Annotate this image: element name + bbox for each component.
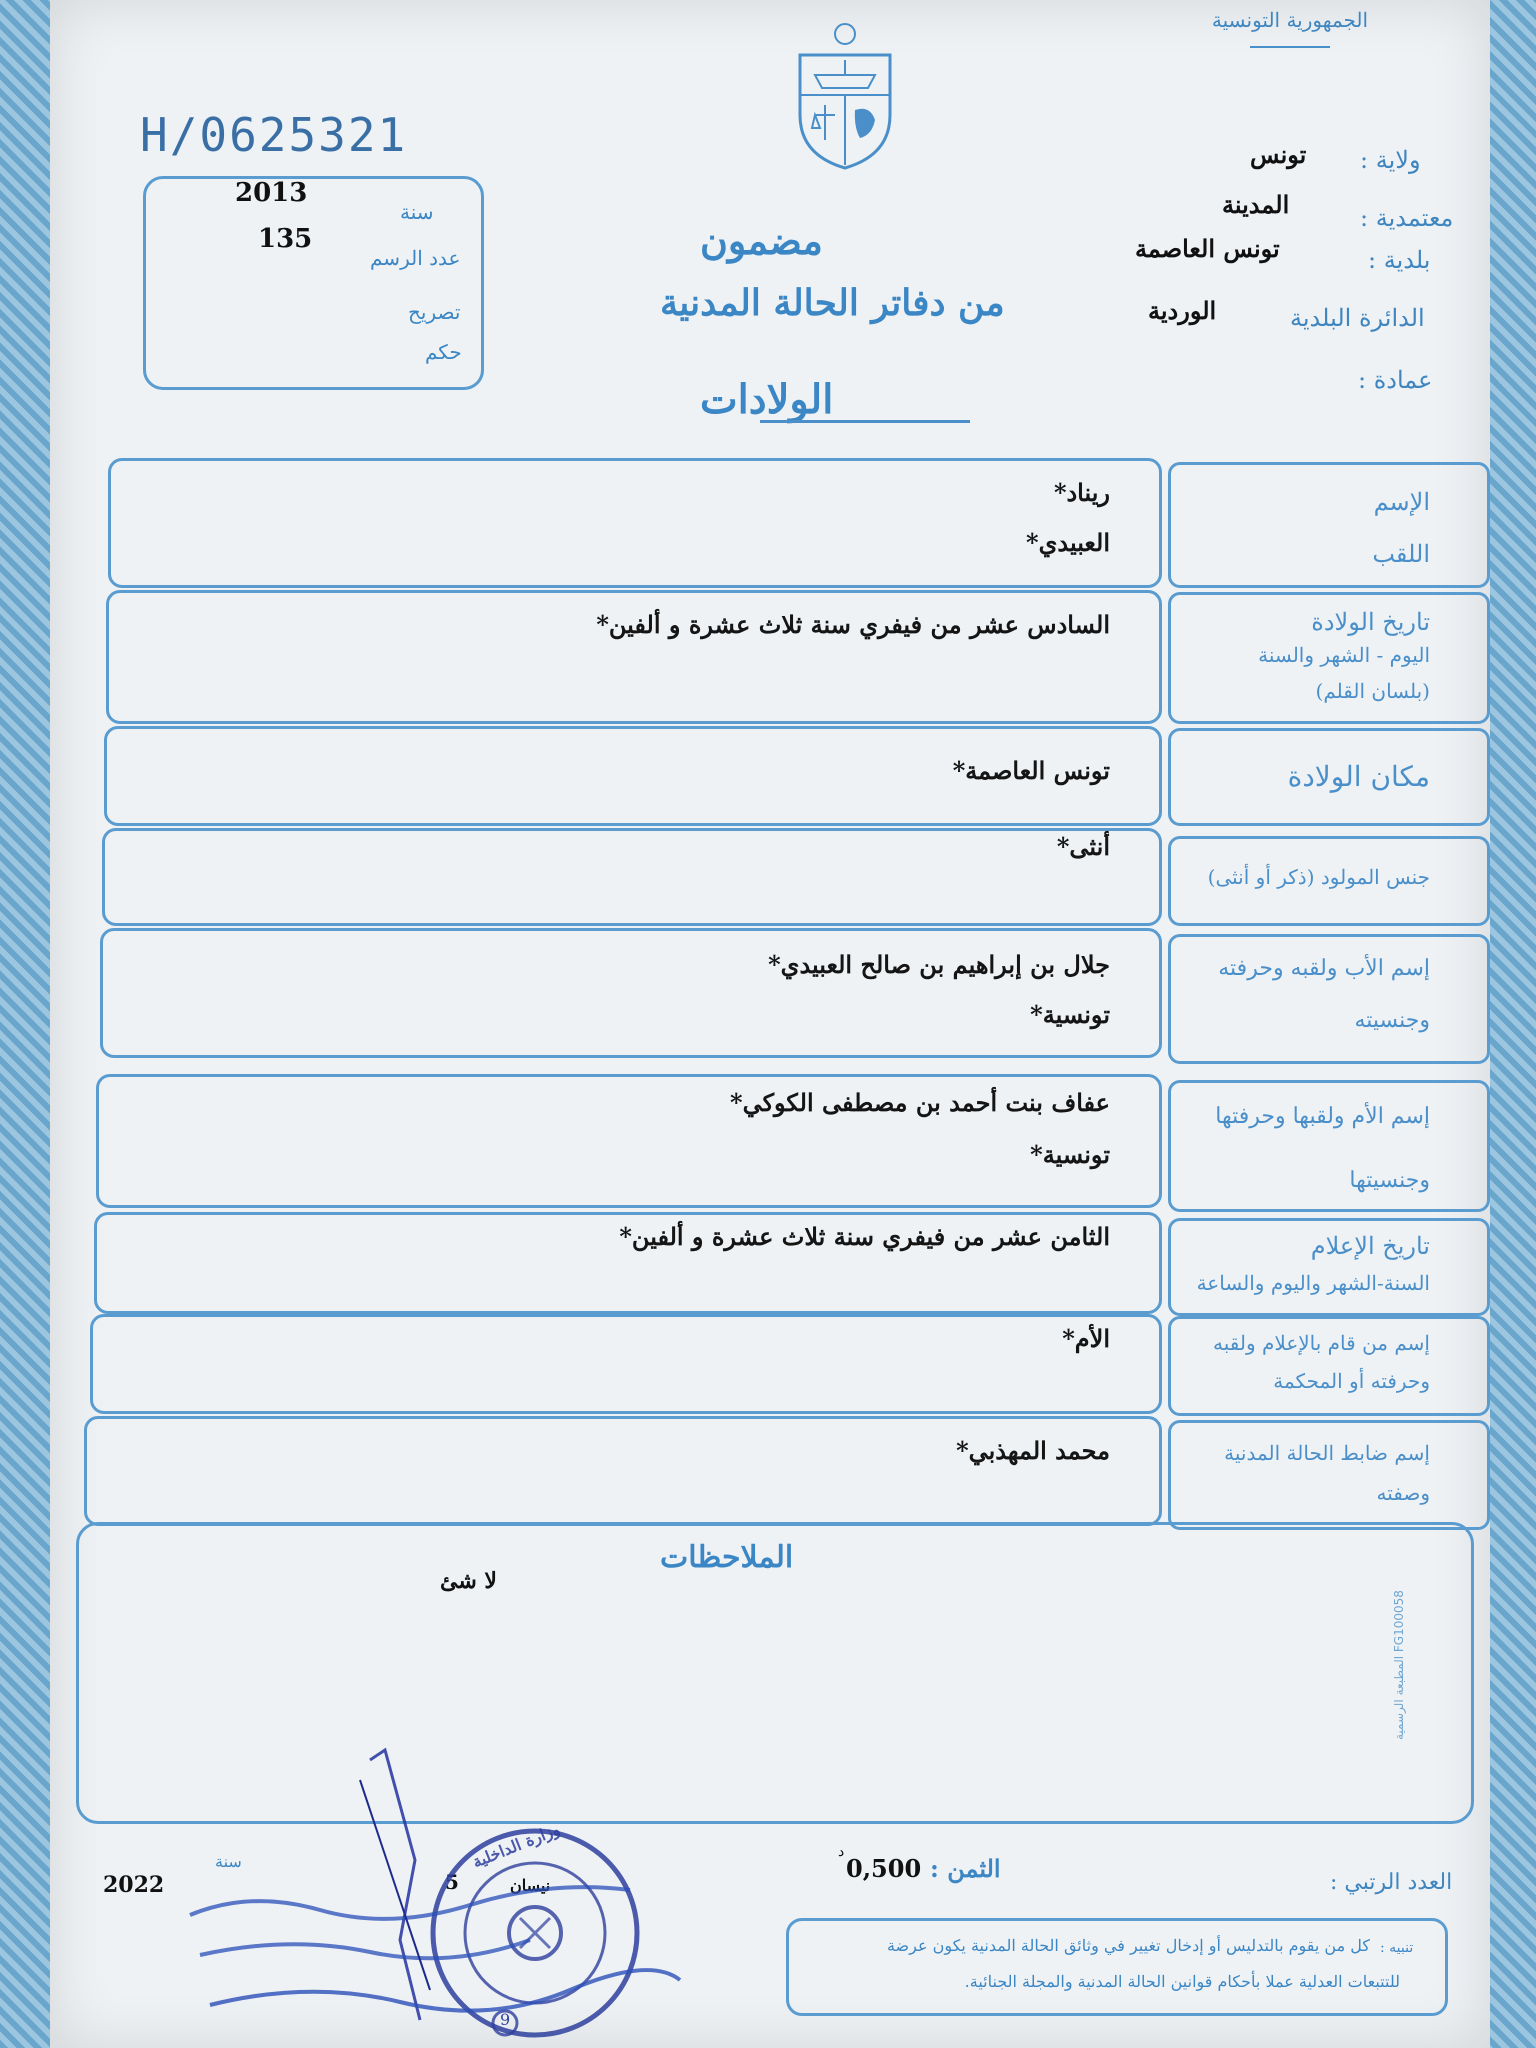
section-title-births: الولادات — [700, 376, 834, 423]
father-nationality-value: تونسية* — [1030, 1000, 1110, 1029]
birth-date-label: تاريخ الولادة — [1311, 608, 1430, 636]
year-label: سنة — [215, 1852, 242, 1871]
father-label: إسم الأب ولقبه وحرفته — [1218, 956, 1430, 981]
stamp-number: 9 — [500, 2010, 511, 2029]
price-unit: د — [838, 1844, 845, 1860]
declarant-sublabel: وحرفته أو المحكمة — [1273, 1369, 1430, 1393]
sex-label: جنس المولود (ذكر أو أنثى) — [1207, 865, 1430, 889]
birth-date-sublabel: اليوم - الشهر والسنة — [1258, 643, 1430, 667]
first-name-value: ريناد* — [1053, 478, 1110, 507]
governorate-label: ولاية : — [1360, 146, 1421, 174]
warning-box — [786, 1918, 1448, 2016]
price-label: الثمن : — [930, 1854, 1001, 1883]
father-value: جلال بن إبراهيم بن صالح العبيدي* — [768, 950, 1110, 979]
registry-number: 135 — [258, 224, 313, 254]
mother-nationality-label: وجنسيتها — [1349, 1168, 1430, 1193]
document-title-line2: من دفاتر الحالة المدنية — [660, 282, 1005, 324]
registry-declaration-label: تصريح — [408, 300, 461, 324]
birth-date-value: السادس عشر من فيفري سنة ثلاث عشرة و ألفين* — [596, 610, 1110, 639]
declaration-date-sublabel: السنة-الشهر واليوم والساعة — [1196, 1271, 1430, 1295]
sex-value: أنثى* — [1056, 832, 1110, 861]
registrar-value: محمد المهذبي* — [956, 1436, 1110, 1465]
name-label: الإسم — [1373, 488, 1430, 516]
delegation-label: معتمدية : — [1360, 204, 1454, 232]
surname-label: اللقب — [1372, 540, 1430, 568]
registry-judgment-label: حكم — [425, 340, 462, 364]
birth-date-pen-note: (بلسان القلم) — [1315, 679, 1430, 703]
municipality-label: بلدية : — [1368, 246, 1431, 274]
printer-code: المطبعة الرسمية FG100058 — [1392, 1590, 1406, 1740]
coat-of-arms-emblem — [790, 20, 900, 170]
surname-value: العبيدي* — [1026, 528, 1110, 557]
date-month: نيسان — [510, 1876, 551, 1895]
delegation-value: المدينة — [1222, 190, 1290, 219]
registrar-label: إسم ضابط الحالة المدنية — [1224, 1441, 1430, 1465]
registrar-sublabel: وصفته — [1376, 1481, 1430, 1505]
signature — [170, 1740, 690, 2040]
registry-year-label: سنة — [400, 200, 434, 224]
declarant-value: الأم* — [1062, 1324, 1110, 1353]
district-label: الدائرة البلدية — [1290, 304, 1425, 332]
municipality-value: تونس العاصمة — [1135, 234, 1280, 263]
declarant-label: إسم من قام بالإعلام ولقبه — [1213, 1331, 1430, 1355]
mother-value: عفاف بنت أحمد بن مصطفى الكوكي* — [730, 1088, 1110, 1117]
omda-label: عمادة : — [1358, 366, 1433, 394]
section-title-underline — [760, 420, 970, 423]
birth-place-value: تونس العاصمة* — [952, 756, 1110, 785]
remarks-value: لا شئ — [440, 1568, 497, 1594]
serial-number: H/0625321 — [140, 108, 408, 162]
warning-line2: للتتبعات العدلية عملا بأحكام قوانين الحالة المدنية والمجلة الجنائية. — [964, 1972, 1400, 1991]
mother-label: إسم الأم ولقبها وحرفتها — [1215, 1104, 1430, 1129]
stamp-text: وزارة الداخلية — [469, 1819, 563, 1872]
registrar-value-box — [84, 1416, 1162, 1526]
price-value: 0,500 — [846, 1854, 922, 1883]
serial-number-label: العدد الرتبي : — [1330, 1870, 1453, 1895]
district-value: الوردية — [1148, 296, 1217, 325]
warning-prefix: تنبيه : — [1380, 1940, 1414, 1956]
date-day: 5 — [445, 1870, 459, 1894]
document-title-line1: مضمون — [700, 218, 823, 263]
registry-year: 2013 — [235, 178, 308, 208]
registrar-label-box — [1168, 1420, 1490, 1530]
year-value: 2022 — [103, 1872, 165, 1898]
warning-line1: كل من يقوم بالتدليس أو إدخال تغيير في وثائق الحالة المدنية يكون عرضة — [886, 1936, 1370, 1955]
father-nationality-label: وجنسيته — [1354, 1008, 1430, 1033]
republic-underline — [1250, 46, 1330, 48]
birth-place-label: مكان الولادة — [1287, 760, 1430, 793]
mother-nationality-value: تونسية* — [1030, 1140, 1110, 1169]
republic-title: الجمهورية التونسية — [1211, 8, 1369, 32]
declaration-date-label: تاريخ الإعلام — [1310, 1232, 1430, 1260]
father-value-box — [100, 928, 1162, 1058]
declaration-date-value: الثامن عشر من فيفري سنة ثلاث عشرة و ألفين* — [619, 1222, 1110, 1251]
registry-number-label: عدد الرسم — [370, 246, 461, 270]
governorate-value: تونس — [1250, 140, 1307, 169]
remarks-title: الملاحظات — [660, 1540, 794, 1575]
